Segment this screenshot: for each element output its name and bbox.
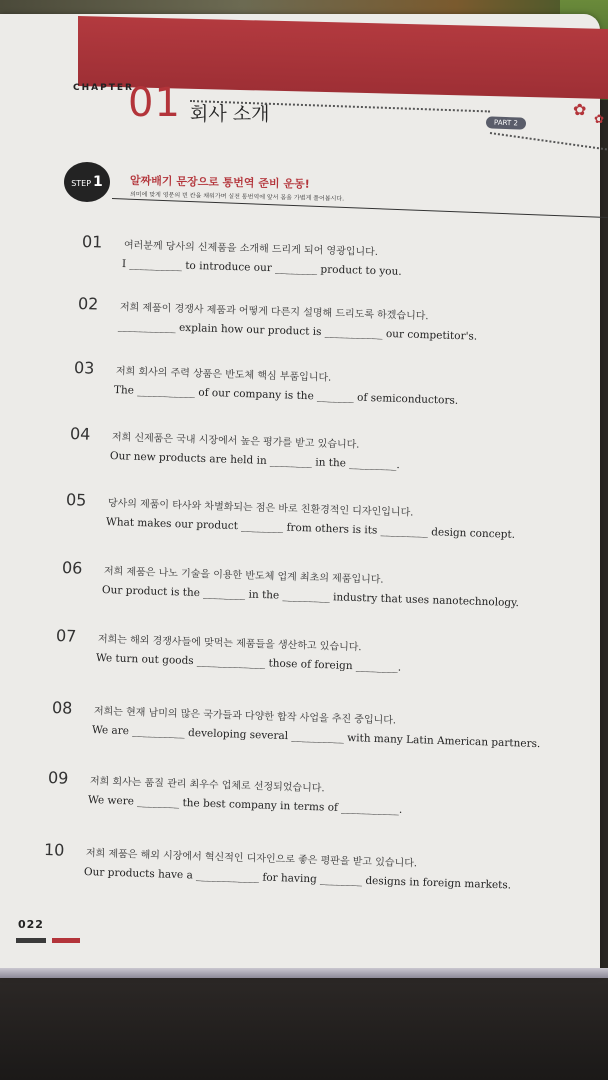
background-bottom: [0, 975, 608, 1080]
exercise-number: 04: [69, 424, 91, 444]
exercise-korean: 여러분께 당사의 신제품을 소개해 드리게 되어 영광입니다.: [123, 240, 379, 259]
exercise-number: 01: [81, 232, 103, 252]
step-subtitle: 의미에 맞게 영문의 빈 칸을 채워가며 실전 통번역에 앞서 몸을 가볍게 풀어봅시다.: [129, 191, 345, 203]
exercise-korean: 저희 제품이 경쟁사 제품과 어떻게 다른지 설명해 드리도록 하겠습니다.: [119, 302, 429, 323]
exercise-number: 07: [55, 626, 77, 646]
exercise-korean: 당사의 제품이 타사와 차별화되는 점은 바로 친환경적인 디자인입니다.: [107, 498, 414, 519]
exercise-english: The ___________ of our company is the _______ of semiconductors.: [113, 384, 459, 407]
exercise-english: We are __________ developing several __________ with many Latin American partners.: [91, 724, 541, 751]
exercise-number: 10: [43, 840, 65, 860]
step-badge-label: STEP: [71, 178, 92, 188]
book-page: [0, 14, 600, 976]
exercise-number: 02: [77, 294, 99, 314]
exercise-korean: 저희 회사는 품질 관리 최우수 업체로 선정되었습니다.: [89, 776, 325, 795]
exercise-english: I __________ to introduce our ________ product to you.: [121, 258, 402, 278]
exercise-english: Our product is the ________ in the _________ industry that uses nanotechnology.: [101, 584, 520, 610]
chapter-title: 회사 소개: [190, 103, 270, 125]
exercise-number: 05: [65, 490, 87, 510]
flower-icon: ✿: [594, 112, 605, 126]
exercise-korean: 저희는 해외 경쟁사들에 맞먹는 제품들을 생산하고 있습니다.: [97, 634, 362, 654]
exercise-english: We were ________ the best company in terms of ___________.: [87, 794, 403, 816]
step-badge-number: 1: [93, 174, 103, 190]
part-tag: PART 2: [486, 116, 526, 129]
exercise-english: Our new products are held in ________ in the _________.: [109, 450, 401, 472]
exercise-english: ___________ explain how our product is ___________ our competitor's.: [117, 320, 478, 343]
step-title: 알짜배기 문장으로 통번역 준비 운동!: [129, 174, 310, 191]
flower-icon: ✿: [573, 100, 587, 119]
exercise-korean: 저희는 현재 남미의 많은 국가들과 다양한 합작 사업을 추진 중입니다.: [93, 706, 397, 727]
exercise-english: We turn out goods _____________ those of foreign ________.: [95, 652, 402, 674]
exercise-number: 03: [73, 358, 95, 378]
exercise-korean: 저희 제품은 해외 시장에서 혁신적인 디자인으로 좋은 평판을 받고 있습니다.: [85, 848, 418, 870]
footer-bar-dark: [16, 938, 46, 943]
chapter-number: 01: [128, 80, 181, 126]
page-edge: [0, 968, 608, 978]
exercise-number: 06: [61, 558, 83, 578]
exercise-korean: 저희 신제품은 국내 시장에서 높은 평가를 받고 있습니다.: [111, 432, 360, 451]
exercise-korean: 저희 회사의 주력 상품은 반도체 핵심 부품입니다.: [115, 366, 332, 384]
exercise-english: What makes our product ________ from others is its _________ design concept.: [105, 516, 516, 541]
exercise-number: 08: [51, 698, 73, 718]
exercise-number: 09: [47, 768, 69, 788]
chapter-label: CHAPTER: [73, 83, 134, 93]
exercise-korean: 저희 제품은 나노 기술을 이용한 반도체 업계 최초의 제품입니다.: [103, 566, 384, 586]
page-number: 022: [18, 918, 44, 931]
footer-bar-red: [52, 938, 80, 943]
exercise-english: Our products have a ____________ for having ________ designs in foreign markets.: [83, 866, 512, 892]
step-badge: [64, 162, 110, 202]
